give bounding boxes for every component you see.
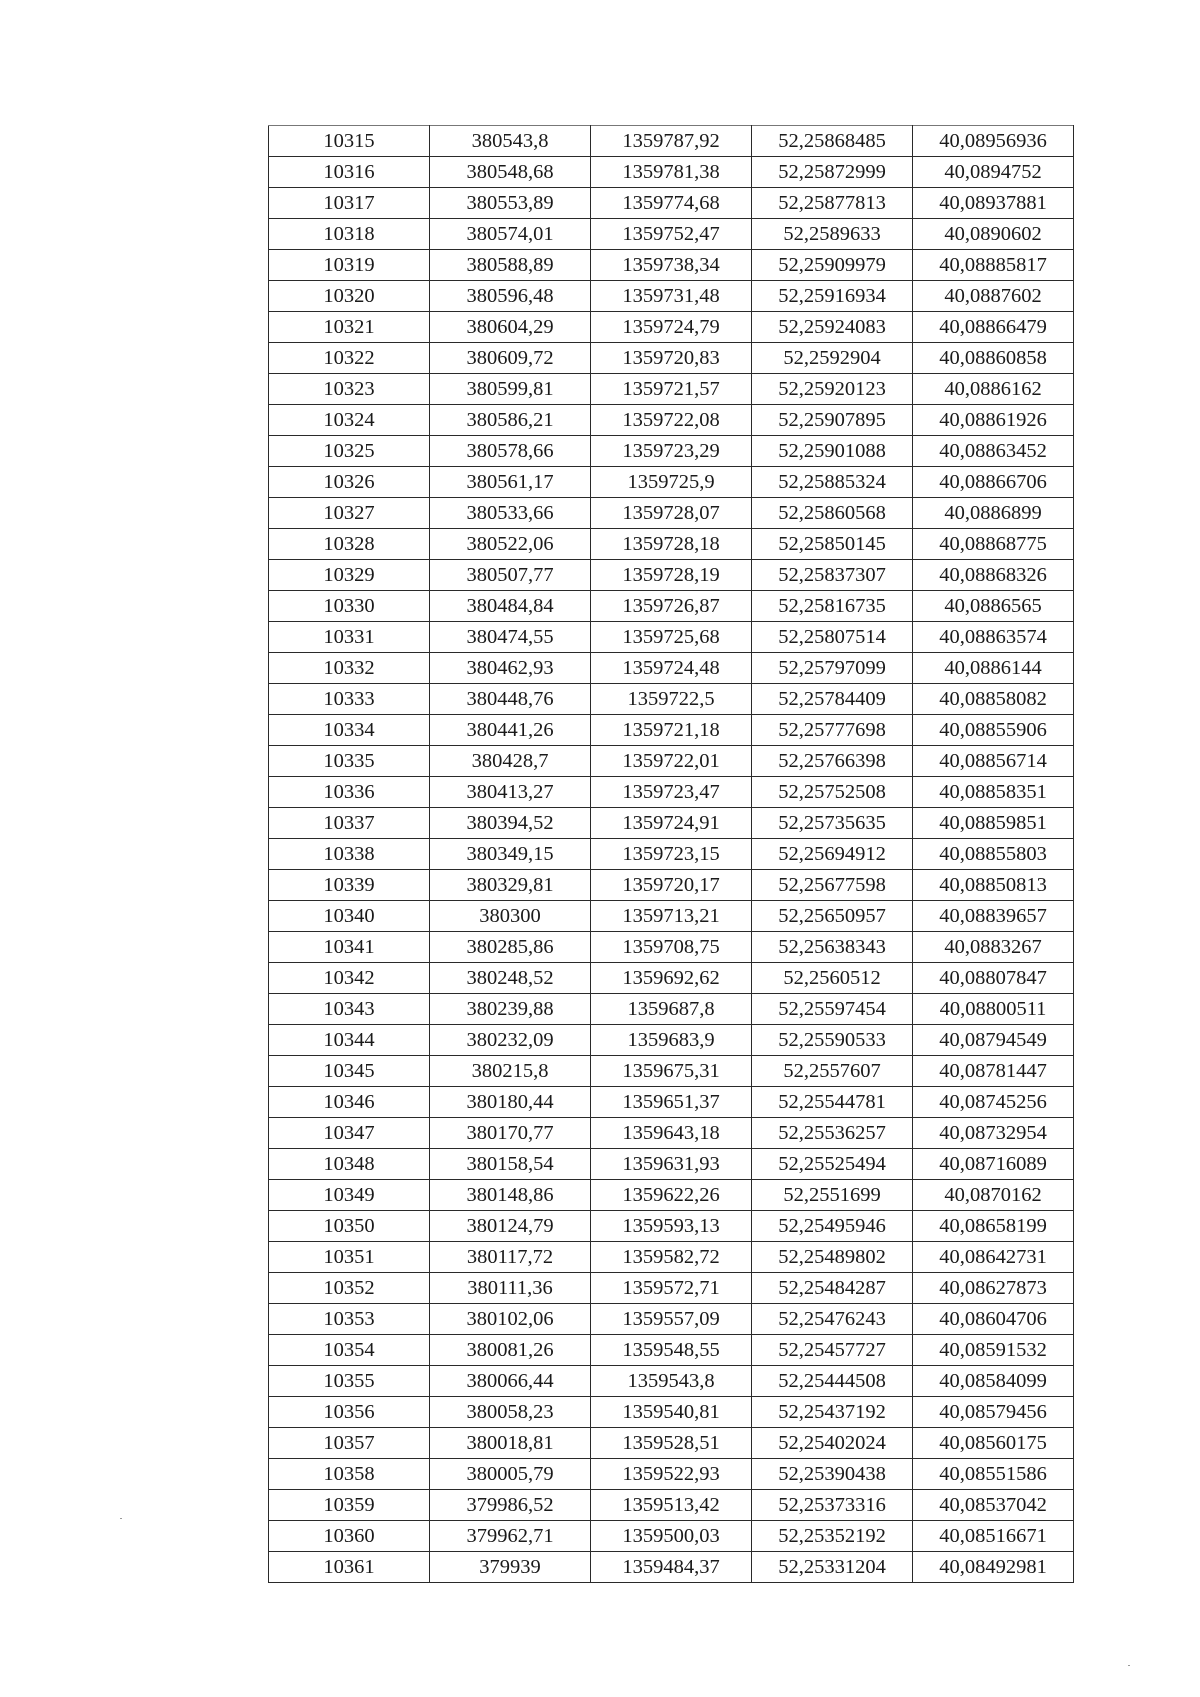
- table-row: [269, 1366, 1074, 1397]
- point-number-cell: 10356: [269, 1397, 430, 1428]
- x-coordinate-cell: 380604,29: [430, 312, 591, 343]
- y-coordinate-cell: 1359622,26: [591, 1180, 752, 1211]
- longitude-cell: 40,08937881: [913, 188, 1074, 219]
- x-coordinate-cell: 380148,86: [430, 1180, 591, 1211]
- latitude-cell: 52,25777698: [752, 715, 913, 746]
- table-row: [269, 560, 1074, 591]
- point-number-cell: 10343: [269, 994, 430, 1025]
- x-coordinate-cell: 380102,06: [430, 1304, 591, 1335]
- y-coordinate-cell: 1359774,68: [591, 188, 752, 219]
- x-coordinate-cell: 380441,26: [430, 715, 591, 746]
- table-row: [269, 901, 1074, 932]
- latitude-cell: 52,25476243: [752, 1304, 913, 1335]
- y-coordinate-cell: 1359723,29: [591, 436, 752, 467]
- latitude-cell: 52,25402024: [752, 1428, 913, 1459]
- point-number-cell: 10340: [269, 901, 430, 932]
- point-number-cell: 10350: [269, 1211, 430, 1242]
- point-number-cell: 10353: [269, 1304, 430, 1335]
- point-number-cell: 10357: [269, 1428, 430, 1459]
- latitude-cell: 52,25920123: [752, 374, 913, 405]
- table-row: [269, 529, 1074, 560]
- point-number-cell: 10345: [269, 1056, 430, 1087]
- latitude-cell: 52,25638343: [752, 932, 913, 963]
- longitude-cell: 40,08591532: [913, 1335, 1074, 1366]
- point-number-cell: 10330: [269, 591, 430, 622]
- table-row: [269, 963, 1074, 994]
- y-coordinate-cell: 1359724,91: [591, 808, 752, 839]
- y-coordinate-cell: 1359484,37: [591, 1552, 752, 1583]
- x-coordinate-cell: 380285,86: [430, 932, 591, 963]
- longitude-cell: 40,08860858: [913, 343, 1074, 374]
- latitude-cell: 52,25444508: [752, 1366, 913, 1397]
- x-coordinate-cell: 380117,72: [430, 1242, 591, 1273]
- y-coordinate-cell: 1359572,71: [591, 1273, 752, 1304]
- x-coordinate-cell: 380548,68: [430, 157, 591, 188]
- point-number-cell: 10358: [269, 1459, 430, 1490]
- y-coordinate-cell: 1359724,79: [591, 312, 752, 343]
- x-coordinate-cell: 380574,01: [430, 219, 591, 250]
- table-row: [269, 1211, 1074, 1242]
- longitude-cell: 40,08868775: [913, 529, 1074, 560]
- y-coordinate-cell: 1359731,48: [591, 281, 752, 312]
- y-coordinate-cell: 1359724,48: [591, 653, 752, 684]
- longitude-cell: 40,0890602: [913, 219, 1074, 250]
- longitude-cell: 40,08537042: [913, 1490, 1074, 1521]
- latitude-cell: 52,25909979: [752, 250, 913, 281]
- table-row: [269, 1521, 1074, 1552]
- longitude-cell: 40,08839657: [913, 901, 1074, 932]
- x-coordinate-cell: 380588,89: [430, 250, 591, 281]
- x-coordinate-cell: 380507,77: [430, 560, 591, 591]
- x-coordinate-cell: 380300: [430, 901, 591, 932]
- table-row: [269, 126, 1074, 157]
- y-coordinate-cell: 1359721,57: [591, 374, 752, 405]
- latitude-cell: 52,25437192: [752, 1397, 913, 1428]
- table-row: [269, 1304, 1074, 1335]
- x-coordinate-cell: 380484,84: [430, 591, 591, 622]
- latitude-cell: 52,25544781: [752, 1087, 913, 1118]
- latitude-cell: 52,2560512: [752, 963, 913, 994]
- point-number-cell: 10328: [269, 529, 430, 560]
- x-coordinate-cell: 380462,93: [430, 653, 591, 684]
- x-coordinate-cell: 380522,06: [430, 529, 591, 560]
- longitude-cell: 40,08732954: [913, 1118, 1074, 1149]
- table-row: [269, 1242, 1074, 1273]
- y-coordinate-cell: 1359548,55: [591, 1335, 752, 1366]
- table-row: [269, 746, 1074, 777]
- latitude-cell: 52,25916934: [752, 281, 913, 312]
- y-coordinate-cell: 1359721,18: [591, 715, 752, 746]
- table-row: [269, 498, 1074, 529]
- table-row: [269, 1149, 1074, 1180]
- point-number-cell: 10338: [269, 839, 430, 870]
- point-number-cell: 10333: [269, 684, 430, 715]
- x-coordinate-cell: 380553,89: [430, 188, 591, 219]
- point-number-cell: 10315: [269, 126, 430, 157]
- latitude-cell: 52,25868485: [752, 126, 913, 157]
- x-coordinate-cell: 380609,72: [430, 343, 591, 374]
- y-coordinate-cell: 1359728,18: [591, 529, 752, 560]
- table-row: [269, 157, 1074, 188]
- longitude-cell: 40,0886565: [913, 591, 1074, 622]
- table-row: [269, 1459, 1074, 1490]
- longitude-cell: 40,08642731: [913, 1242, 1074, 1273]
- latitude-cell: 52,2557607: [752, 1056, 913, 1087]
- table-row: [269, 1087, 1074, 1118]
- longitude-cell: 40,08863574: [913, 622, 1074, 653]
- latitude-cell: 52,25590533: [752, 1025, 913, 1056]
- latitude-cell: 52,25735635: [752, 808, 913, 839]
- x-coordinate-cell: 380413,27: [430, 777, 591, 808]
- x-coordinate-cell: 379939: [430, 1552, 591, 1583]
- latitude-cell: 52,25784409: [752, 684, 913, 715]
- coordinates-table: [268, 125, 1074, 1583]
- y-coordinate-cell: 1359543,8: [591, 1366, 752, 1397]
- x-coordinate-cell: 380599,81: [430, 374, 591, 405]
- y-coordinate-cell: 1359726,87: [591, 591, 752, 622]
- y-coordinate-cell: 1359722,01: [591, 746, 752, 777]
- y-coordinate-cell: 1359557,09: [591, 1304, 752, 1335]
- coordinates-table-body: [269, 126, 1074, 1583]
- latitude-cell: 52,25901088: [752, 436, 913, 467]
- longitude-cell: 40,08855803: [913, 839, 1074, 870]
- point-number-cell: 10351: [269, 1242, 430, 1273]
- point-number-cell: 10323: [269, 374, 430, 405]
- point-number-cell: 10361: [269, 1552, 430, 1583]
- longitude-cell: 40,08560175: [913, 1428, 1074, 1459]
- y-coordinate-cell: 1359781,38: [591, 157, 752, 188]
- latitude-cell: 52,25837307: [752, 560, 913, 591]
- latitude-cell: 52,25457727: [752, 1335, 913, 1366]
- x-coordinate-cell: 379986,52: [430, 1490, 591, 1521]
- table-row: [269, 715, 1074, 746]
- x-coordinate-cell: 380239,88: [430, 994, 591, 1025]
- table-row: [269, 1273, 1074, 1304]
- scan-speck: [1128, 1665, 1130, 1666]
- y-coordinate-cell: 1359725,9: [591, 467, 752, 498]
- longitude-cell: 40,0894752: [913, 157, 1074, 188]
- longitude-cell: 40,08859851: [913, 808, 1074, 839]
- longitude-cell: 40,08516671: [913, 1521, 1074, 1552]
- table-row: [269, 281, 1074, 312]
- longitude-cell: 40,08863452: [913, 436, 1074, 467]
- longitude-cell: 40,08745256: [913, 1087, 1074, 1118]
- point-number-cell: 10341: [269, 932, 430, 963]
- latitude-cell: 52,25352192: [752, 1521, 913, 1552]
- point-number-cell: 10359: [269, 1490, 430, 1521]
- x-coordinate-cell: 380111,36: [430, 1273, 591, 1304]
- x-coordinate-cell: 380248,52: [430, 963, 591, 994]
- latitude-cell: 52,25694912: [752, 839, 913, 870]
- table-row: [269, 777, 1074, 808]
- x-coordinate-cell: 380596,48: [430, 281, 591, 312]
- y-coordinate-cell: 1359651,37: [591, 1087, 752, 1118]
- point-number-cell: 10337: [269, 808, 430, 839]
- latitude-cell: 52,25885324: [752, 467, 913, 498]
- x-coordinate-cell: 380158,54: [430, 1149, 591, 1180]
- latitude-cell: 52,25807514: [752, 622, 913, 653]
- x-coordinate-cell: 380561,17: [430, 467, 591, 498]
- y-coordinate-cell: 1359720,83: [591, 343, 752, 374]
- y-coordinate-cell: 1359722,5: [591, 684, 752, 715]
- table-row: [269, 467, 1074, 498]
- longitude-cell: 40,08868326: [913, 560, 1074, 591]
- point-number-cell: 10321: [269, 312, 430, 343]
- x-coordinate-cell: 380232,09: [430, 1025, 591, 1056]
- y-coordinate-cell: 1359728,07: [591, 498, 752, 529]
- x-coordinate-cell: 380215,8: [430, 1056, 591, 1087]
- point-number-cell: 10325: [269, 436, 430, 467]
- point-number-cell: 10318: [269, 219, 430, 250]
- latitude-cell: 52,25816735: [752, 591, 913, 622]
- point-number-cell: 10339: [269, 870, 430, 901]
- table-row: [269, 1552, 1074, 1583]
- latitude-cell: 52,25907895: [752, 405, 913, 436]
- longitude-cell: 40,08627873: [913, 1273, 1074, 1304]
- y-coordinate-cell: 1359723,15: [591, 839, 752, 870]
- table-row: [269, 343, 1074, 374]
- y-coordinate-cell: 1359722,08: [591, 405, 752, 436]
- table-row: [269, 1025, 1074, 1056]
- point-number-cell: 10316: [269, 157, 430, 188]
- table-row: [269, 312, 1074, 343]
- y-coordinate-cell: 1359513,42: [591, 1490, 752, 1521]
- x-coordinate-cell: 380349,15: [430, 839, 591, 870]
- x-coordinate-cell: 380329,81: [430, 870, 591, 901]
- table-row: [269, 994, 1074, 1025]
- y-coordinate-cell: 1359752,47: [591, 219, 752, 250]
- longitude-cell: 40,08850813: [913, 870, 1074, 901]
- y-coordinate-cell: 1359683,9: [591, 1025, 752, 1056]
- y-coordinate-cell: 1359500,03: [591, 1521, 752, 1552]
- table-row: [269, 374, 1074, 405]
- table-row: [269, 1118, 1074, 1149]
- latitude-cell: 52,25872999: [752, 157, 913, 188]
- point-number-cell: 10317: [269, 188, 430, 219]
- y-coordinate-cell: 1359725,68: [591, 622, 752, 653]
- y-coordinate-cell: 1359643,18: [591, 1118, 752, 1149]
- point-number-cell: 10334: [269, 715, 430, 746]
- y-coordinate-cell: 1359687,8: [591, 994, 752, 1025]
- y-coordinate-cell: 1359593,13: [591, 1211, 752, 1242]
- latitude-cell: 52,25677598: [752, 870, 913, 901]
- x-coordinate-cell: 380066,44: [430, 1366, 591, 1397]
- point-number-cell: 10347: [269, 1118, 430, 1149]
- y-coordinate-cell: 1359540,81: [591, 1397, 752, 1428]
- point-number-cell: 10329: [269, 560, 430, 591]
- longitude-cell: 40,08856714: [913, 746, 1074, 777]
- point-number-cell: 10360: [269, 1521, 430, 1552]
- point-number-cell: 10332: [269, 653, 430, 684]
- x-coordinate-cell: 380170,77: [430, 1118, 591, 1149]
- y-coordinate-cell: 1359528,51: [591, 1428, 752, 1459]
- longitude-cell: 40,08579456: [913, 1397, 1074, 1428]
- table-row: [269, 250, 1074, 281]
- table-row: [269, 870, 1074, 901]
- table-row: [269, 591, 1074, 622]
- y-coordinate-cell: 1359723,47: [591, 777, 752, 808]
- longitude-cell: 40,08861926: [913, 405, 1074, 436]
- longitude-cell: 40,08866479: [913, 312, 1074, 343]
- y-coordinate-cell: 1359720,17: [591, 870, 752, 901]
- point-number-cell: 10346: [269, 1087, 430, 1118]
- table-row: [269, 622, 1074, 653]
- table-row: [269, 1490, 1074, 1521]
- x-coordinate-cell: 380533,66: [430, 498, 591, 529]
- longitude-cell: 40,08658199: [913, 1211, 1074, 1242]
- table-row: [269, 684, 1074, 715]
- point-number-cell: 10319: [269, 250, 430, 281]
- x-coordinate-cell: 380058,23: [430, 1397, 591, 1428]
- table-row: [269, 1180, 1074, 1211]
- longitude-cell: 40,0870162: [913, 1180, 1074, 1211]
- x-coordinate-cell: 380394,52: [430, 808, 591, 839]
- latitude-cell: 52,25850145: [752, 529, 913, 560]
- table-row: [269, 219, 1074, 250]
- x-coordinate-cell: 379962,71: [430, 1521, 591, 1552]
- table-row: [269, 188, 1074, 219]
- table-row: [269, 1056, 1074, 1087]
- longitude-cell: 40,08807847: [913, 963, 1074, 994]
- y-coordinate-cell: 1359631,93: [591, 1149, 752, 1180]
- latitude-cell: 52,25924083: [752, 312, 913, 343]
- x-coordinate-cell: 380578,66: [430, 436, 591, 467]
- latitude-cell: 52,2592904: [752, 343, 913, 374]
- latitude-cell: 52,25489802: [752, 1242, 913, 1273]
- point-number-cell: 10320: [269, 281, 430, 312]
- longitude-cell: 40,08800511: [913, 994, 1074, 1025]
- latitude-cell: 52,25331204: [752, 1552, 913, 1583]
- point-number-cell: 10324: [269, 405, 430, 436]
- table-row: [269, 1335, 1074, 1366]
- y-coordinate-cell: 1359713,21: [591, 901, 752, 932]
- latitude-cell: 52,25877813: [752, 188, 913, 219]
- longitude-cell: 40,08794549: [913, 1025, 1074, 1056]
- latitude-cell: 52,2551699: [752, 1180, 913, 1211]
- latitude-cell: 52,25797099: [752, 653, 913, 684]
- longitude-cell: 40,08855906: [913, 715, 1074, 746]
- x-coordinate-cell: 380586,21: [430, 405, 591, 436]
- longitude-cell: 40,08866706: [913, 467, 1074, 498]
- point-number-cell: 10336: [269, 777, 430, 808]
- latitude-cell: 52,2589633: [752, 219, 913, 250]
- longitude-cell: 40,08858351: [913, 777, 1074, 808]
- y-coordinate-cell: 1359692,62: [591, 963, 752, 994]
- table-row: [269, 436, 1074, 467]
- latitude-cell: 52,25860568: [752, 498, 913, 529]
- point-number-cell: 10355: [269, 1366, 430, 1397]
- longitude-cell: 40,08956936: [913, 126, 1074, 157]
- y-coordinate-cell: 1359787,92: [591, 126, 752, 157]
- latitude-cell: 52,25536257: [752, 1118, 913, 1149]
- table-row: [269, 932, 1074, 963]
- table-row: [269, 1428, 1074, 1459]
- y-coordinate-cell: 1359738,34: [591, 250, 752, 281]
- x-coordinate-cell: 380005,79: [430, 1459, 591, 1490]
- table-row: [269, 405, 1074, 436]
- x-coordinate-cell: 380428,7: [430, 746, 591, 777]
- longitude-cell: 40,08781447: [913, 1056, 1074, 1087]
- table-row: [269, 839, 1074, 870]
- point-number-cell: 10322: [269, 343, 430, 374]
- x-coordinate-cell: 380543,8: [430, 126, 591, 157]
- latitude-cell: 52,25495946: [752, 1211, 913, 1242]
- longitude-cell: 40,08885817: [913, 250, 1074, 281]
- table-row: [269, 1397, 1074, 1428]
- table-row: [269, 808, 1074, 839]
- table-row: [269, 653, 1074, 684]
- x-coordinate-cell: 380474,55: [430, 622, 591, 653]
- x-coordinate-cell: 380124,79: [430, 1211, 591, 1242]
- longitude-cell: 40,08492981: [913, 1552, 1074, 1583]
- point-number-cell: 10327: [269, 498, 430, 529]
- latitude-cell: 52,25766398: [752, 746, 913, 777]
- point-number-cell: 10349: [269, 1180, 430, 1211]
- latitude-cell: 52,25390438: [752, 1459, 913, 1490]
- point-number-cell: 10335: [269, 746, 430, 777]
- latitude-cell: 52,25597454: [752, 994, 913, 1025]
- point-number-cell: 10354: [269, 1335, 430, 1366]
- point-number-cell: 10352: [269, 1273, 430, 1304]
- longitude-cell: 40,08858082: [913, 684, 1074, 715]
- x-coordinate-cell: 380018,81: [430, 1428, 591, 1459]
- x-coordinate-cell: 380081,26: [430, 1335, 591, 1366]
- latitude-cell: 52,25373316: [752, 1490, 913, 1521]
- y-coordinate-cell: 1359728,19: [591, 560, 752, 591]
- longitude-cell: 40,0883267: [913, 932, 1074, 963]
- longitude-cell: 40,0886144: [913, 653, 1074, 684]
- longitude-cell: 40,08551586: [913, 1459, 1074, 1490]
- latitude-cell: 52,25752508: [752, 777, 913, 808]
- longitude-cell: 40,0886899: [913, 498, 1074, 529]
- y-coordinate-cell: 1359708,75: [591, 932, 752, 963]
- x-coordinate-cell: 380448,76: [430, 684, 591, 715]
- latitude-cell: 52,25650957: [752, 901, 913, 932]
- latitude-cell: 52,25484287: [752, 1273, 913, 1304]
- point-number-cell: 10348: [269, 1149, 430, 1180]
- longitude-cell: 40,08584099: [913, 1366, 1074, 1397]
- y-coordinate-cell: 1359675,31: [591, 1056, 752, 1087]
- scan-speck: [120, 1518, 122, 1519]
- x-coordinate-cell: 380180,44: [430, 1087, 591, 1118]
- latitude-cell: 52,25525494: [752, 1149, 913, 1180]
- longitude-cell: 40,08716089: [913, 1149, 1074, 1180]
- point-number-cell: 10344: [269, 1025, 430, 1056]
- point-number-cell: 10331: [269, 622, 430, 653]
- longitude-cell: 40,0886162: [913, 374, 1074, 405]
- y-coordinate-cell: 1359582,72: [591, 1242, 752, 1273]
- point-number-cell: 10326: [269, 467, 430, 498]
- longitude-cell: 40,08604706: [913, 1304, 1074, 1335]
- longitude-cell: 40,0887602: [913, 281, 1074, 312]
- point-number-cell: 10342: [269, 963, 430, 994]
- y-coordinate-cell: 1359522,93: [591, 1459, 752, 1490]
